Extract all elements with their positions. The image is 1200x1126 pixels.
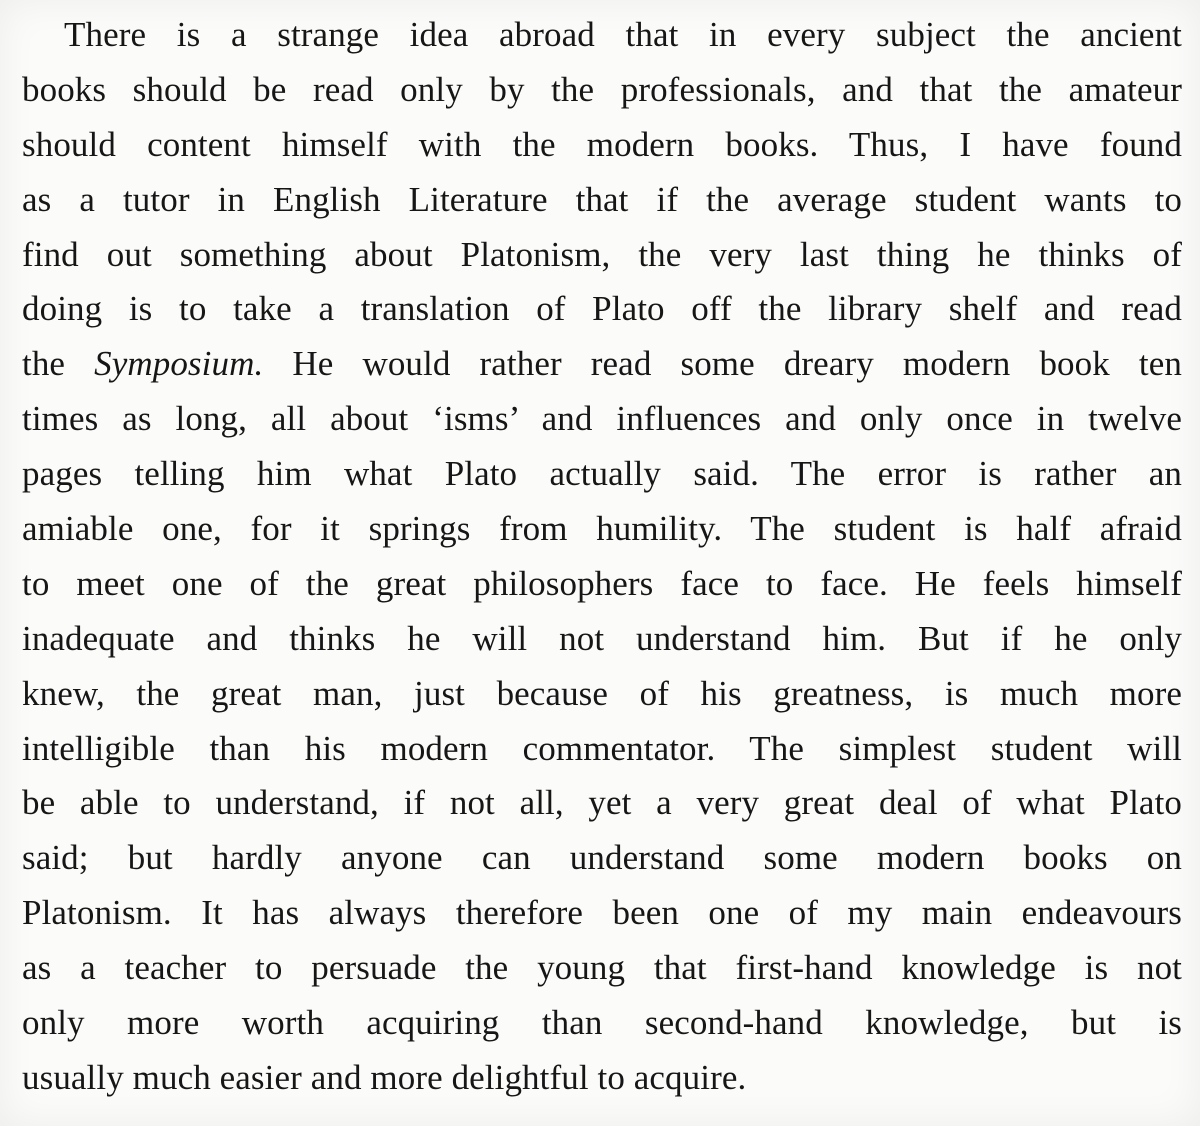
paragraph-line: said; but hardly anyone can understand some modern books on bbox=[22, 838, 1182, 878]
paragraph-line: Platonism. It has always therefore been one of my main endeavours bbox=[22, 893, 1182, 933]
paragraph-line: intelligible than his modern commentator. The simplest student will bbox=[22, 728, 1182, 768]
paragraph-line-with-italic bbox=[22, 337, 1182, 392]
line-text-before: the bbox=[22, 344, 95, 384]
paragraph-line: pages telling him what Plato actually said. The error is rather an bbox=[22, 454, 1182, 494]
line-text-after: He would rather read some dreary modern book ten bbox=[263, 344, 1182, 384]
paragraph-line: books should be read only by the professionals, and that the amateur bbox=[22, 69, 1182, 109]
paragraph-line-last: usually much easier and more delightful to acquire. bbox=[22, 1057, 747, 1097]
paragraph-line: to meet one of the great philosophers face to face. He feels himself bbox=[22, 563, 1182, 603]
paragraph-line: times as long, all about ‘isms’ and influences and only once in twelve bbox=[22, 399, 1182, 439]
paragraph-line: as a tutor in English Literature that if the average student wants to bbox=[22, 179, 1182, 219]
paragraph-line: amiable one, for it springs from humility. The student is half afraid bbox=[22, 509, 1182, 549]
paragraph-line: should content himself with the modern books. Thus, I have found bbox=[22, 124, 1182, 164]
paragraph-line: inadequate and thinks he will not understand him. But if he only bbox=[22, 618, 1182, 658]
paragraph-line: be able to understand, if not all, yet a very great deal of what Plato bbox=[22, 783, 1182, 823]
paragraph-line: There is a strange idea abroad that in every subject the ancient bbox=[64, 15, 1182, 54]
paragraph-line: as a teacher to persuade the young that first-hand knowledge is not bbox=[22, 948, 1182, 988]
paragraph-line: only more worth acquiring than second-hand knowledge, but is bbox=[22, 1003, 1182, 1043]
body-paragraph bbox=[22, 8, 1182, 1106]
paragraph-line: knew, the great man, just because of his greatness, is much more bbox=[22, 673, 1182, 713]
paragraph-line: doing is to take a translation of Plato off the library shelf and read bbox=[22, 289, 1182, 329]
paragraph-line: find out something about Platonism, the very last thing he thinks of bbox=[22, 234, 1182, 274]
work-title-italic: Symposium. bbox=[94, 344, 264, 384]
